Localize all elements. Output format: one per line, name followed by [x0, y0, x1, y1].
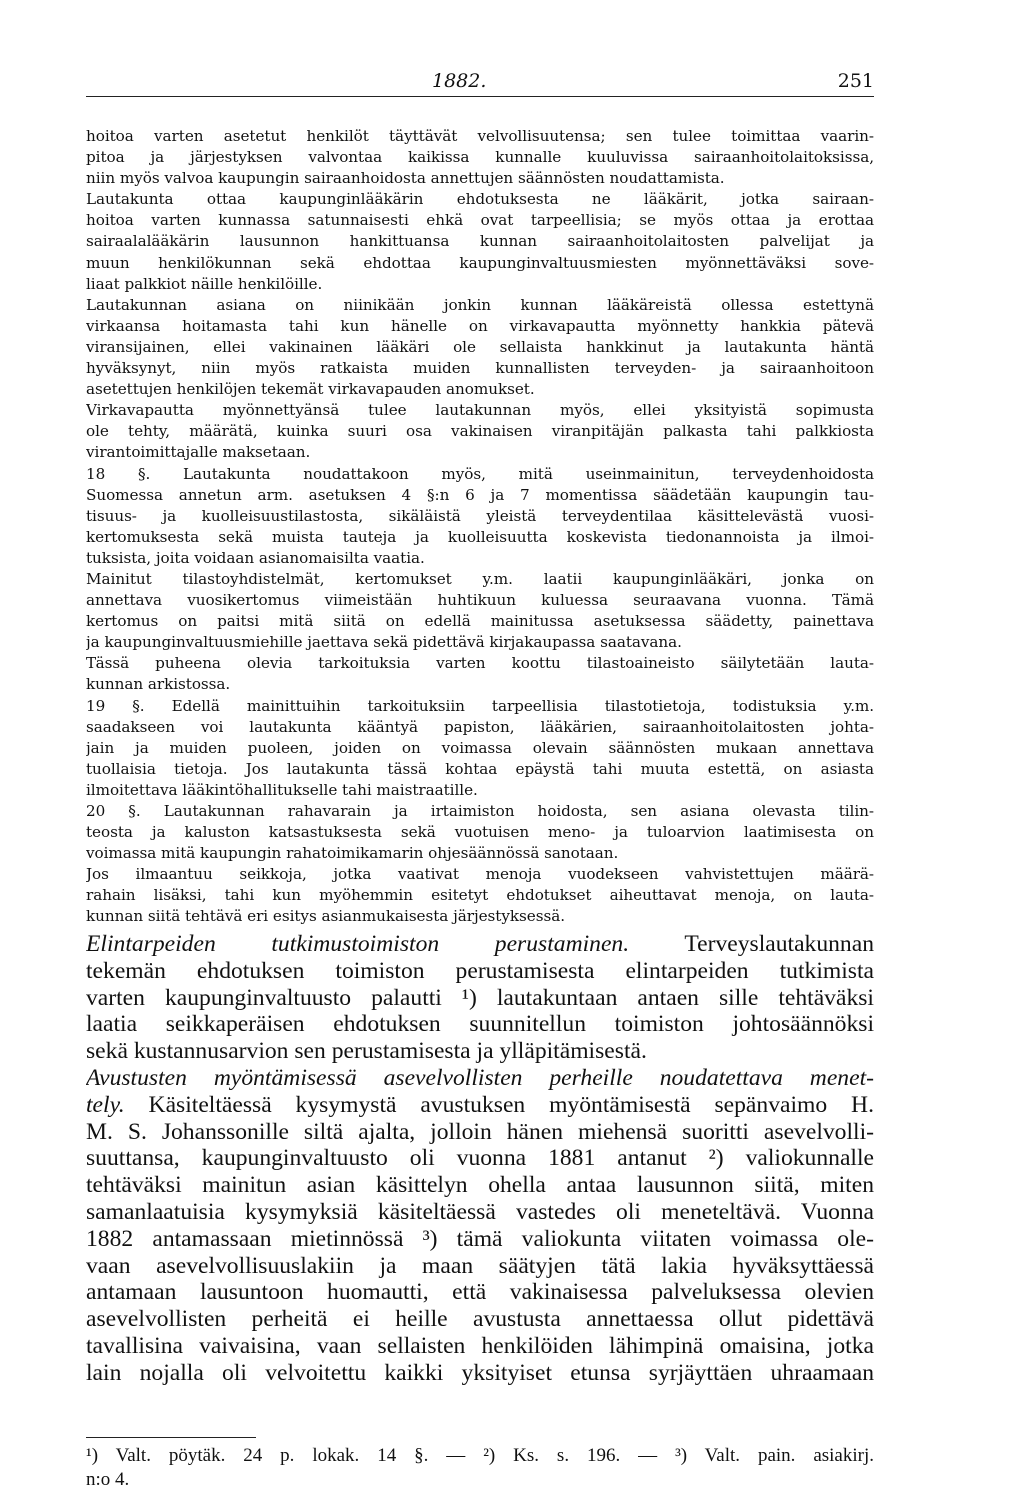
text-line: rahain lisäksi, tahi kun myöhemmin esitetyt ehdotukset aiheuttavat menoja, on lauta-	[86, 886, 874, 905]
text-line: hoitoa varten asetetut henkilöt täyttävät velvollisuutensa; sen tulee toimittaa vaarin-	[86, 127, 874, 145]
text-line: voimassa mitä kaupungin rahatoimikamarin ohjesäännössä sanotaan.	[86, 844, 619, 863]
text-line: kunnan arkistossa.	[86, 675, 231, 694]
text-line	[86, 985, 874, 1012]
text-line: kertomus on paitsi mitä siitä on edellä mainitussa asetuksessa säädetty, painettava	[86, 612, 874, 631]
text-line	[86, 1199, 874, 1226]
text-line: teosta ja kaluston katsastuksesta sekä vuotuisen meno- ja tuloarvion laatimisesta on	[86, 823, 874, 842]
text-line: saadakseen voi lautakunta kääntyä papiston, lääkärien, sairaanhoitolaitosten johta-	[86, 717, 874, 736]
text-line	[86, 1119, 874, 1146]
text-line: ilmoitettava lääkintöhallitukselle tahi maistraatille.	[86, 780, 478, 799]
text-run: 1882 antamassaan mietinnössä ³) tämä valiokunta viitaten voimassa ole-	[86, 1225, 874, 1252]
text-run: vaan asevelvollisuuslakiin ja maan säätyjen tätä lakia hyväksyttäessä	[86, 1252, 874, 1279]
text-line	[86, 1065, 874, 1092]
text-run: tehtäväksi mainitun asian käsittelyn ohella antaa lausunnon siitä, miten	[86, 1172, 874, 1199]
text-line	[86, 958, 874, 985]
header-rule	[86, 96, 874, 97]
text-line: Jos ilmaantuu seikkoja, jotka vaativat menoja vuodekseen vahvistettujen määrä-	[86, 865, 874, 884]
section-heading: tely.	[86, 1091, 125, 1118]
text-line: Suomessa annetun arm. asetuksen 4 §:n 6 ja 7 momentissa säädetään kaupungin tau-	[86, 485, 874, 504]
text-run: sekä kustannusarvion sen perustamisesta ja ylläpitämisestä.	[86, 1038, 647, 1065]
text-line	[86, 1145, 874, 1172]
text-line: asetettujen henkilöjen tekemät virkavapauden anomukset.	[86, 380, 535, 399]
page-header	[86, 66, 874, 98]
text-line: Tässä puheena olevia tarkoituksia varten koottu tilastoaineisto säilytetään lauta-	[86, 654, 874, 673]
text-line	[86, 1306, 874, 1333]
footnote-line: n:o 4.	[86, 1469, 130, 1490]
footnote-line: ¹) Valt. pöytäk. 24 p. lokak. 14 §. — ²) Ks. s. 196. — ³) Valt. pain. asiakirj.	[86, 1445, 874, 1466]
text-line: virantoimittajalle maksetaan.	[86, 443, 311, 462]
page-number: 251	[837, 70, 874, 92]
text-line	[86, 1226, 874, 1253]
text-run: tekemän ehdotuksen toimiston perustamisesta elintarpeiden tutkimista	[86, 957, 874, 984]
text-line	[86, 1038, 874, 1065]
text-line: ja kaupunginvaltuusmiehille jaettava sekä pidettävä kirjakaupassa saatavana.	[86, 633, 682, 652]
text-run: Käsiteltäessä kysymystä avustuksen myöntämisestä sepänvaimo H.	[124, 1091, 874, 1118]
text-line: tuollaisia tietoja. Jos lautakunta tässä kohtaa epäystä tahi muuta estettä, on asiasta	[86, 759, 874, 778]
text-line: hoitoa varten kunnassa satunnaisesti ehkä ovat tarpeellisia; se myös ottaa ja erottaa	[86, 211, 874, 230]
text-line	[86, 1011, 874, 1038]
text-line: Virkavapautta myönnettyänsä tulee lautakunnan myös, ellei yksityistä sopimusta	[86, 401, 874, 420]
text-line: pitoa ja järjestyksen valvontaa kaikissa kunnalle kuuluvissa sairaanhoitolaitoksissa,	[86, 148, 874, 167]
text-run: antamaan lausuntoon huomautti, että vakinaisessa palveluksessa olevien	[86, 1279, 874, 1306]
text-line: 19 §. Edellä mainittuihin tarkoituksiin tarpeellisia tilastotietoja, todistuksia y.m.	[86, 696, 874, 715]
text-line: kertomuksesta sekä muista tauteja ja kuolleisuutta koskevista tiedonannoista ja ilmoi-	[86, 527, 874, 546]
text-line: annettava vuosikertomus viimeistään huhtikuun kuluessa seuraavana vuonna. Tämä	[86, 591, 874, 610]
text-line: niin myös valvoa kaupungin sairaanhoidosta annettujen säännösten noudattamista.	[86, 169, 725, 188]
text-line: Lautakunnan asiana on niinikään jonkin kunnan lääkäreistä ollessa estettynä	[86, 295, 874, 314]
text-run: varten kaupunginvaltuusto palautti ¹) lautakuntaan antaen sille tehtäväksi	[86, 984, 874, 1011]
text-line: Mainitut tilastoyhdistelmät, kertomukset y.m. laatii kaupunginlääkäri, jonka on	[86, 569, 874, 588]
text-line	[86, 931, 874, 958]
footnote-rule	[86, 1437, 256, 1438]
text-line: ole tehty, määrätä, kuinka suuri osa vakinaisen viranpitäjän palkasta tahi palkkiosta	[86, 422, 874, 441]
text-run: suuttansa, kaupunginvaltuusto oli vuonna 1881 antanut ²) valiokunnalle	[86, 1145, 874, 1172]
text-line: virkaansa hoitamasta tahi kun hänelle on virkavapautta myönnetty hankkia pätevä	[86, 316, 874, 335]
text-line: jain ja muiden puoleen, joiden on voimassa olevain säännösten mukaan annettava	[86, 738, 874, 757]
text-line: tuksista, joita voidaan asianomaisilta vaatia.	[86, 548, 425, 567]
text-run: samanlaatuisia kysymyksiä käsiteltäessä vastedes oli meneteltävä. Vuonna	[86, 1198, 874, 1225]
text-line: tisuus- ja kuolleisuustilastosta, sikäläistä yleistä terveydentilaa käsittelevästä vuosi-	[86, 506, 874, 525]
text-line: sairaalalääkärin lausunnon hankittuansa kunnan sairaanhoitolaitosten palvelijat ja	[86, 232, 874, 251]
text-line	[86, 1360, 874, 1387]
text-line	[86, 1333, 874, 1360]
text-line: viransijainen, ellei vakinainen lääkäri ole sellaista hankkinut ja lautakunta häntä	[86, 337, 874, 356]
regulation-text	[86, 126, 874, 928]
text-line	[86, 1172, 874, 1199]
text-run: Terveyslautakunnan	[629, 931, 874, 957]
text-line: hyväksynyt, niin myös ratkaista muiden kunnallisten terveyden- ja sairaanhoitoon	[86, 359, 874, 378]
text-line: muun henkilökunnan sekä ehdottaa kaupunginvaltuusmiesten myönnettäväksi sove-	[86, 253, 874, 272]
section-heading: Elintarpeiden tutkimustoimiston perustaminen.	[86, 931, 630, 957]
text-run: tavallisina vaivaisina, vaan sellaisten henkilöiden lähimpinä omaisina, jotka	[86, 1332, 874, 1359]
text-run: M. S. Johanssonille siltä ajalta, jolloin hänen miehensä suoritti asevelvolli-	[86, 1118, 874, 1145]
text-line	[86, 1253, 874, 1280]
report-text	[86, 931, 874, 1387]
text-run: asevelvollisten perheitä ei heille avustusta annettaessa ollut pidettävä	[86, 1306, 874, 1333]
text-line: kunnan siitä tehtävä eri esitys asianmukaisesta järjestyksessä.	[86, 907, 565, 926]
text-line: liaat palkkiot näille henkilöille.	[86, 274, 323, 293]
text-line	[86, 1279, 874, 1306]
header-year: 1882.	[432, 70, 487, 92]
footnotes	[86, 1444, 874, 1492]
text-line	[86, 1092, 874, 1119]
section-heading: Avustusten myöntämisessä asevelvollisten perheille noudatettava menet-	[86, 1064, 874, 1091]
text-run: laatia seikkaperäisen ehdotuksen suunnitellun toimiston johtosäännöksi	[86, 1011, 874, 1038]
text-line: 18 §. Lautakunta noudattakoon myös, mitä useinmainitun, terveydenhoidosta	[86, 464, 874, 483]
text-run: lain nojalla oli velvoitettu kaikki yksityiset etunsa syrjäyttäen uhraamaan	[86, 1359, 874, 1386]
text-line: Lautakunta ottaa kaupunginlääkärin ehdotuksesta ne lääkärit, jotka sairaan-	[86, 190, 874, 209]
text-line: 20 §. Lautakunnan rahavarain ja irtaimiston hoidosta, sen asiana olevasta tilin-	[86, 802, 874, 820]
